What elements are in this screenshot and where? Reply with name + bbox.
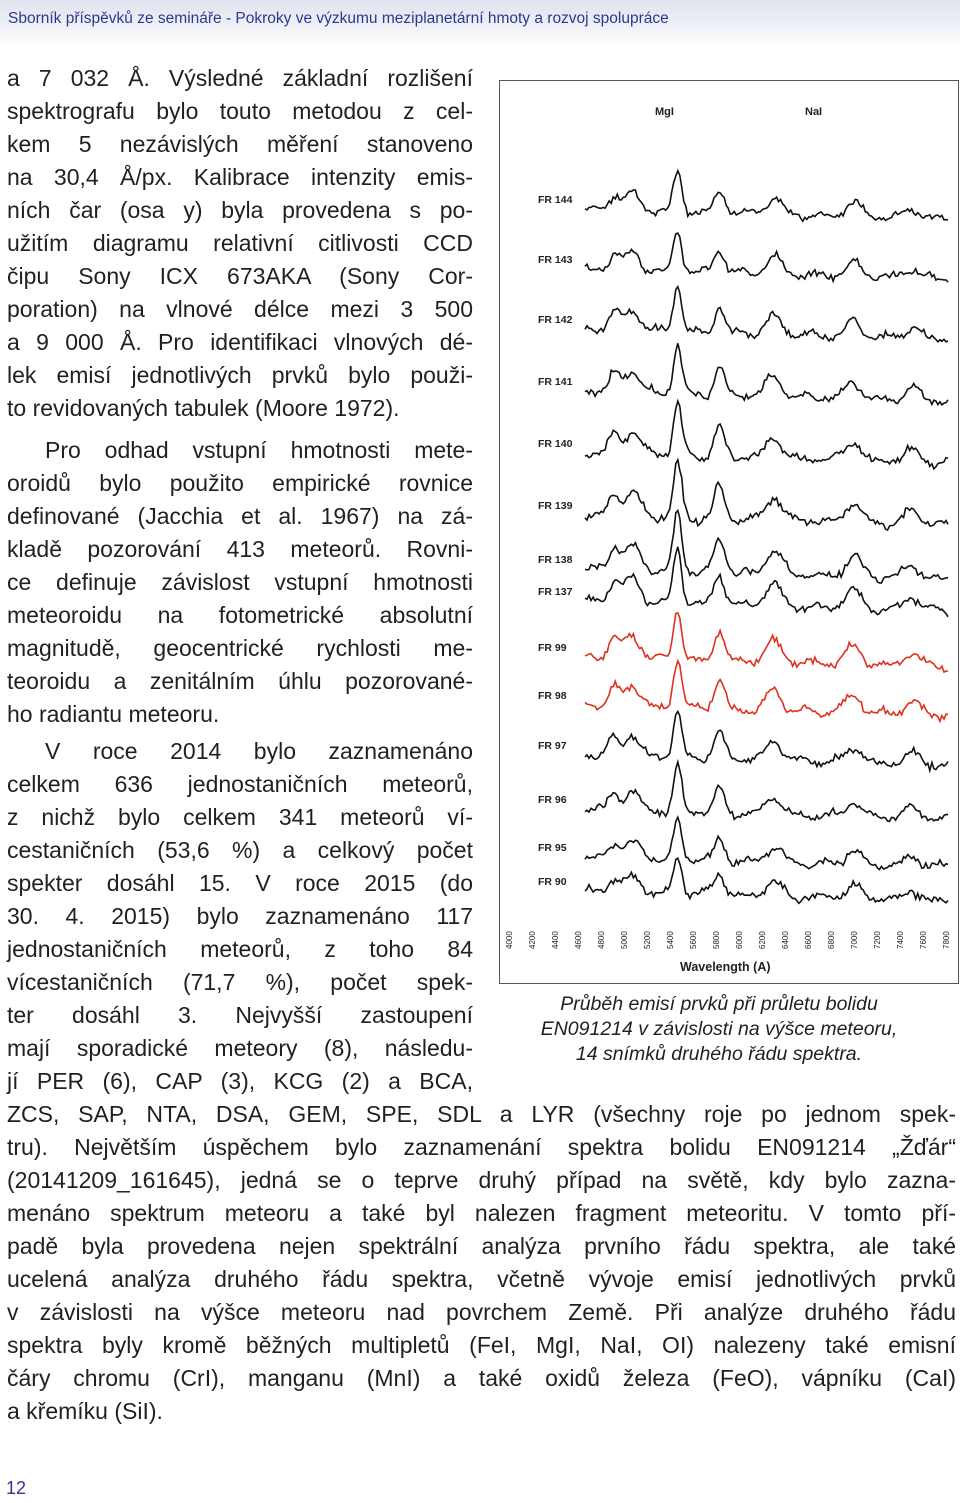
text-line: lek emisí jednotlivých prvků bylo použi- <box>7 362 473 388</box>
spectrum-trace <box>585 171 948 221</box>
spectrum-trace <box>585 401 948 469</box>
trace-label: FR 144 <box>538 194 573 206</box>
trace-label: FR 141 <box>538 376 573 388</box>
text-line: magnitudě, geocentrické rychlosti me- <box>7 635 473 661</box>
tick-label: 7400 <box>896 931 905 949</box>
text-line: ZCS, SAP, NTA, DSA, GEM, SPE, SDL a LYR (všechny roje po jednom spek- <box>7 1101 956 1127</box>
spectrum-trace <box>585 817 948 869</box>
text-line: padě byla provedena nejen spektrální analýza prvního řádu spektra, ale také <box>7 1233 956 1259</box>
text-line: spekter dosáhl 15. V roce 2015 (do <box>7 870 473 896</box>
tick-label: 7200 <box>873 931 882 949</box>
spectrum-trace <box>585 858 948 903</box>
spectrum-trace <box>585 233 948 282</box>
trace-label: FR 97 <box>538 740 567 752</box>
tick-label: 4200 <box>528 931 537 949</box>
paragraph-mass-estimate <box>7 434 473 731</box>
trace-label: FR 137 <box>538 586 573 598</box>
tick-label: 4600 <box>574 931 583 949</box>
mg-line-label: MgI <box>655 106 674 118</box>
tick-label: 6000 <box>735 931 744 949</box>
text-line: v závislosti na výšce meteoru nad povrchem Země. Při analýze druhého řádu <box>7 1299 956 1325</box>
text-line: tru). Největším úspěchem bylo zaznamenání spektra bolidu EN091214 „Žďár“ <box>7 1134 956 1160</box>
paragraph-statistics <box>7 735 473 1098</box>
na-line-label: NaI <box>805 106 823 118</box>
text-line: cestaničních (53,6 %) a celkový počet <box>7 837 473 863</box>
text-line: kem 5 nezávislých měření stanoveno <box>7 131 473 157</box>
running-header <box>0 0 960 46</box>
tick-label: 6400 <box>781 931 790 949</box>
text-line: ce definuje závislost vstupní hmotnosti <box>7 569 473 595</box>
text-line: menáno spektrum meteoru a také byl nalezen fragment meteoritu. V tomto pří- <box>7 1200 956 1226</box>
caption-line: Průběh emisí prvků při průletu bolidu <box>560 993 878 1015</box>
text-line: spektra byly kromě běžných multipletů (FeI, MgI, NaI, OI) nalezeny také emisní <box>7 1332 956 1358</box>
tick-label: 4000 <box>505 931 514 949</box>
spectrum-trace <box>585 613 948 672</box>
spectrum-trace <box>585 762 948 821</box>
text-line: ter dosáhl 3. Nejvyšší zastoupení <box>7 1002 473 1028</box>
text-line: meteoroidu na fotometrické absolutní <box>7 602 473 628</box>
tick-label: 7000 <box>850 931 859 949</box>
text-line: definované (Jacchia et al. 1967) na zá- <box>7 503 473 529</box>
text-line: užitím diagramu relativní citlivosti CCD <box>7 230 473 256</box>
tick-label: 6200 <box>758 931 767 949</box>
text-line: z nichž bylo celkem 341 meteorů ví- <box>7 804 473 830</box>
trace-label: FR 143 <box>538 254 573 266</box>
tick-label: 7600 <box>919 931 928 949</box>
tick-label: 5400 <box>666 931 675 949</box>
trace-label: FR 98 <box>538 690 567 702</box>
spectrum-trace <box>585 547 948 617</box>
text-line: čipu Sony ICX 673AKA (Sony Cor- <box>7 263 473 289</box>
running-header-title: Sborník příspěvků ze semináře - Pokroky ve výzkumu meziplanetární hmoty a rozvoj spolupráce <box>8 10 669 27</box>
spectrum-trace <box>585 661 948 721</box>
trace-label: FR 140 <box>538 438 573 450</box>
tick-label: 5600 <box>689 931 698 949</box>
text-line: Pro odhad vstupní hmotnosti mete- <box>45 437 473 463</box>
paragraph-resolution <box>7 62 473 425</box>
tick-label: 6800 <box>827 931 836 949</box>
text-line: jednostaničních meteorů, z toho 84 <box>7 936 473 962</box>
text-line: jí PER (6), CAP (3), KCG (2) a BCA, <box>7 1068 473 1094</box>
paragraph-full-width <box>7 1098 956 1428</box>
trace-label: FR 90 <box>538 876 567 888</box>
text-line: V roce 2014 bylo zaznamenáno <box>45 738 473 764</box>
tick-label: 5800 <box>712 931 721 949</box>
caption-line: EN091214 v závislosti na výšce meteoru, <box>540 1018 898 1040</box>
text-line: spektrografu bylo touto metodou z cel- <box>7 98 473 124</box>
text-line: čáry chromu (CrI), manganu (MnI) a také oxidů železa (FeO), vápníku (CaI) <box>7 1365 956 1391</box>
tick-label: 5200 <box>643 931 652 949</box>
spectrum-trace <box>585 287 948 342</box>
x-axis-label: Wavelength (A) <box>680 960 771 974</box>
tick-labels <box>505 931 951 949</box>
spectrum-trace <box>585 712 948 771</box>
trace-label: FR 138 <box>538 554 573 566</box>
tick-label: 4400 <box>551 931 560 949</box>
trace-label: FR 142 <box>538 314 573 326</box>
text-line: ních čar (osa y) byla provedena s po- <box>7 197 473 223</box>
text-line: to revidovaných tabulek (Moore 1972). <box>7 395 400 421</box>
spectrum-trace <box>585 460 948 530</box>
text-line: ho radiantu meteoru. <box>7 701 220 727</box>
text-line: a křemíku (SiI). <box>7 1398 163 1424</box>
spectrum-plot <box>500 81 957 982</box>
trace-label: FR 96 <box>538 794 567 806</box>
trace-label: FR 139 <box>538 500 573 512</box>
text-line: a 9 000 Å. Pro identifikaci vlnových dé- <box>7 329 473 355</box>
figure-caption <box>478 992 960 1067</box>
text-line: ucelená analýza druhého řádu spektra, včetně vývoje emisí jednotlivých prvků <box>7 1266 956 1292</box>
spectrum-figure <box>499 80 959 984</box>
text-line: celkem 636 jednostaničních meteorů, <box>7 771 473 797</box>
page-number: 12 <box>6 1478 27 1498</box>
spectrum-trace <box>585 510 948 583</box>
text-line: 30. 4. 2015) bylo zaznamenáno 117 <box>7 903 473 929</box>
trace-label: FR 99 <box>538 642 567 654</box>
tick-label: 4800 <box>597 931 606 949</box>
text-line: oroidů bylo použito empirické rovnice <box>7 470 473 496</box>
text-line: kladě pozorování 413 meteorů. Rovni- <box>7 536 473 562</box>
text-line: (20141209_161645), jedná se o teprve druhý případ na světě, kdy bylo zazna- <box>7 1167 956 1193</box>
spectrum-trace <box>585 343 948 405</box>
trace-label: FR 95 <box>538 842 567 854</box>
text-line: na 30,4 Å/px. Kalibrace intenzity emis- <box>7 164 473 190</box>
text-line: poration) na vlnové délce mezi 3 500 <box>7 296 473 322</box>
tick-label: 7800 <box>942 931 951 949</box>
text-line: teoroidu a zenitálním úhlu pozorované- <box>7 668 473 694</box>
trace-group <box>538 171 948 904</box>
caption-line: 14 snímků druhého řádu spektra. <box>575 1043 863 1065</box>
text-line: a 7 032 Å. Výsledné základní rozlišení <box>7 65 473 91</box>
tick-label: 5000 <box>620 931 629 949</box>
text-line: mají sporadické meteory (8), následu- <box>7 1035 473 1061</box>
tick-label: 6600 <box>804 931 813 949</box>
text-line: vícestaničních (71,7 %), počet spek- <box>7 969 473 995</box>
